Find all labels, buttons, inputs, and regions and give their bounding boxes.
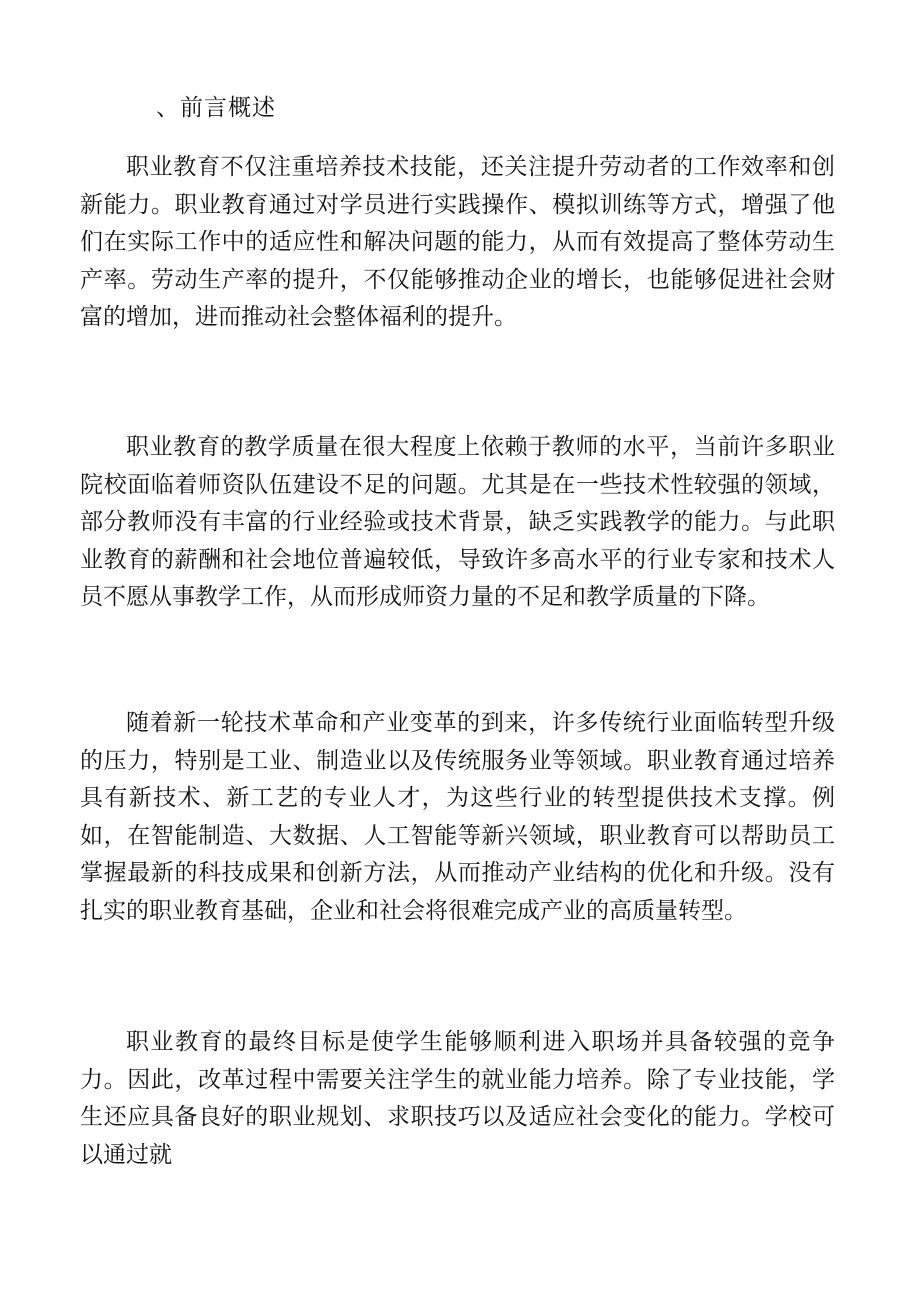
- paragraph-industry-upgrade: 随着新一轮技术革命和产业变革的到来，许多传统行业面临转型升级的压力，特别是工业、制造业以及传统服务业等领域。职业教育通过培养具有新技术、新工艺的专业人才，为这些行业的转型提供技术支撑。例如，在智能制造、大数据、人工智能等新兴领域，职业教育可以帮助员工掌握最新的科技成果和创新方法，从而推动产业结构的优化和升级。没有扎实的职业教育基础，企业和社会将很难完成产业的高质量转型。: [80, 710, 835, 924]
- section-heading: 、前言概述: [156, 95, 276, 121]
- paragraph-employment-ability: 职业教育的最终目标是使学生能够顺利进入职场并具备较强的竞争力。因此，改革过程中需要关注学生的就业能力培养。除了专业技能，学生还应具备良好的职业规划、求职技巧以及适应社会变化的能力。学校可以通过就: [80, 1029, 835, 1168]
- paragraph-labor-productivity: 职业教育不仅注重培养技术技能，还关注提升劳动者的工作效率和创新能力。职业教育通过对学员进行实践操作、模拟训练等方式，增强了他们在实际工作中的适应性和解决问题的能力，从而有效提高了整体劳动生产率。劳动生产率的提升，不仅能够推动企业的增长，也能够促进社会财富的增加，进而推动社会整体福利的提升。: [80, 154, 835, 330]
- paragraph-teaching-quality: 职业教育的教学质量在很大程度上依赖于教师的水平，当前许多职业院校面临着师资队伍建设不足的问题。尤其是在一些技术性较强的领域，部分教师没有丰富的行业经验或技术背景，缺乏实践教学的能力。与此职业教育的薪酬和社会地位普遍较低，导致许多高水平的行业专家和技术人员不愿从事教学工作，从而形成师资力量的不足和教学质量的下降。: [80, 434, 835, 610]
